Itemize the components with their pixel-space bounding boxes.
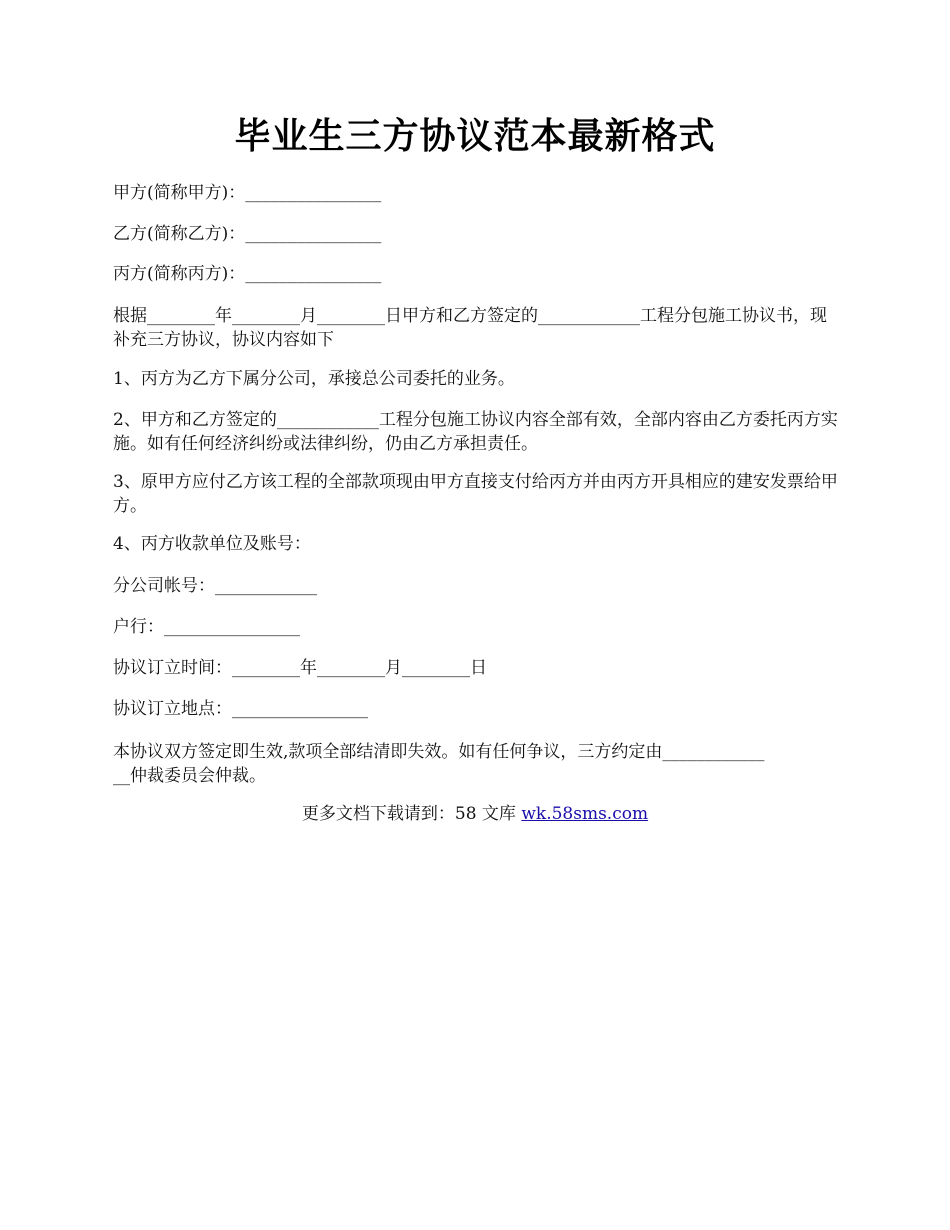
footer-prefix: 更多文档下载请到：58 文库 bbox=[301, 804, 522, 824]
agreement-place-line: 协议订立地点：________________ bbox=[113, 699, 368, 719]
agreement-date-line: 协议订立时间：________年________月________日 bbox=[113, 658, 487, 678]
branch-account-line: 分公司帐号：____________ bbox=[113, 576, 317, 596]
closing-paragraph: 本协议双方签定即生效,款项全部结清即失效。如有任何争议，三方约定由____________ __仲裁委员会仲裁。 bbox=[113, 742, 765, 786]
footer-link[interactable]: wk.58sms.com bbox=[521, 804, 649, 824]
footer bbox=[0, 802, 950, 826]
clause-1: 1、丙方为乙方下属分公司，承接总公司委托的业务。 bbox=[113, 369, 515, 389]
intro-paragraph: 根据________年________月________日甲方和乙方签定的____________工程分包施工协议书，现补充三方协议，协议内容如下 bbox=[113, 306, 827, 350]
party-b-line: 乙方(简称乙方)：________________ bbox=[113, 224, 382, 244]
party-c-line: 丙方(简称丙方)：________________ bbox=[113, 264, 382, 284]
clause-3: 3、原甲方应付乙方该工程的全部款项现由甲方直接支付给丙方并由丙方开具相应的建安发票给甲方。 bbox=[113, 472, 838, 516]
clause-4: 4、丙方收款单位及账号： bbox=[113, 534, 311, 554]
bank-line: 户行：________________ bbox=[113, 617, 300, 637]
party-a-line: 甲方(简称甲方)：________________ bbox=[113, 183, 382, 203]
document-title: 毕业生三方协议范本最新格式 bbox=[234, 115, 716, 157]
clause-2: 2、甲方和乙方签定的____________工程分包施工协议内容全部有效，全部内容由乙方委托丙方实施。如有任何经济纠纷或法律纠纷，仍由乙方承担责任。 bbox=[113, 410, 838, 454]
